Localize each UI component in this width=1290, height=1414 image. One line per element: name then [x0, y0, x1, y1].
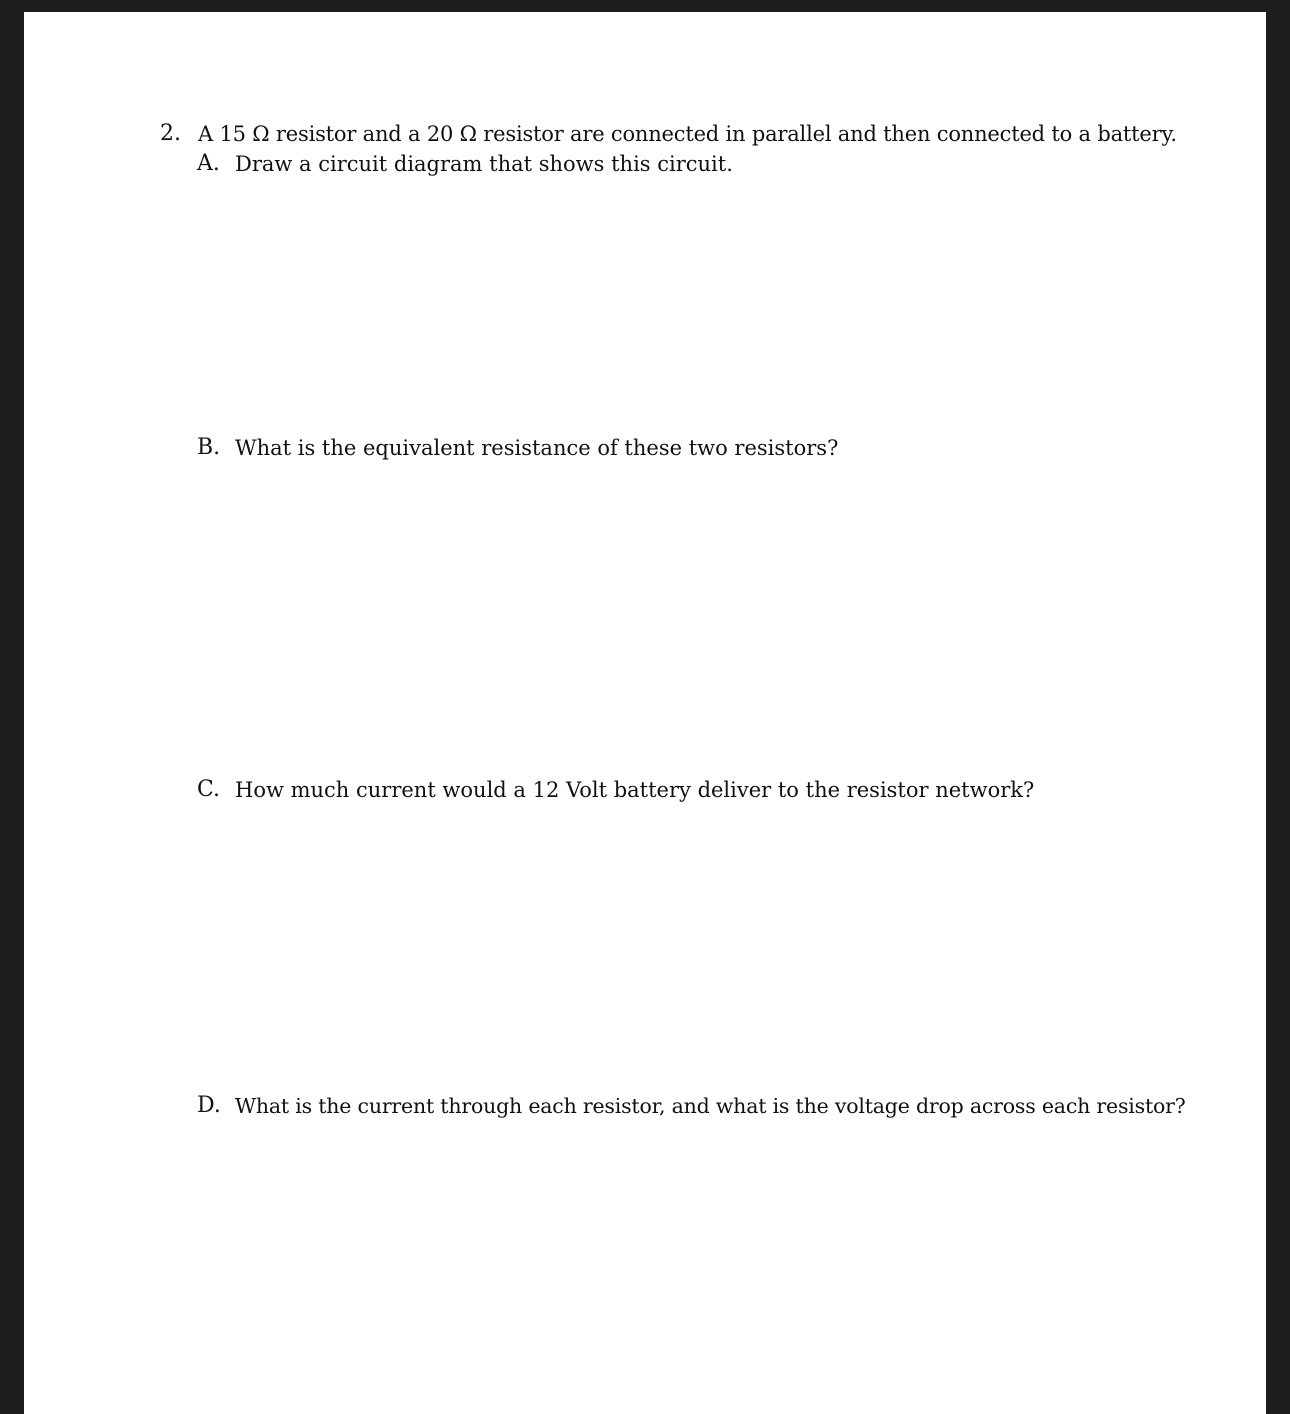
part-d-text: What is the current through each resistor, and what is the voltage drop across each resistor? [235, 1094, 1186, 1118]
part-c [197, 776, 1197, 804]
document-page [24, 12, 1266, 1414]
part-a-label: A. [197, 151, 220, 176]
part-a [197, 150, 1197, 178]
part-b [197, 434, 1197, 462]
question-text: A 15 Ω resistor and a 20 Ω resistor are connected in parallel and then connected to a battery. [198, 122, 1177, 146]
part-b-label: B. [197, 435, 221, 460]
part-c-label: C. [197, 777, 221, 802]
question-number: 2. [160, 121, 181, 146]
part-c-text: How much current would a 12 Volt battery deliver to the resistor network? [235, 778, 1035, 802]
part-a-text: Draw a circuit diagram that shows this circuit. [235, 152, 733, 176]
part-d-label: D. [197, 1093, 221, 1118]
question-2 [160, 120, 1240, 148]
part-d [197, 1092, 1257, 1120]
part-b-text: What is the equivalent resistance of these two resistors? [235, 436, 839, 460]
